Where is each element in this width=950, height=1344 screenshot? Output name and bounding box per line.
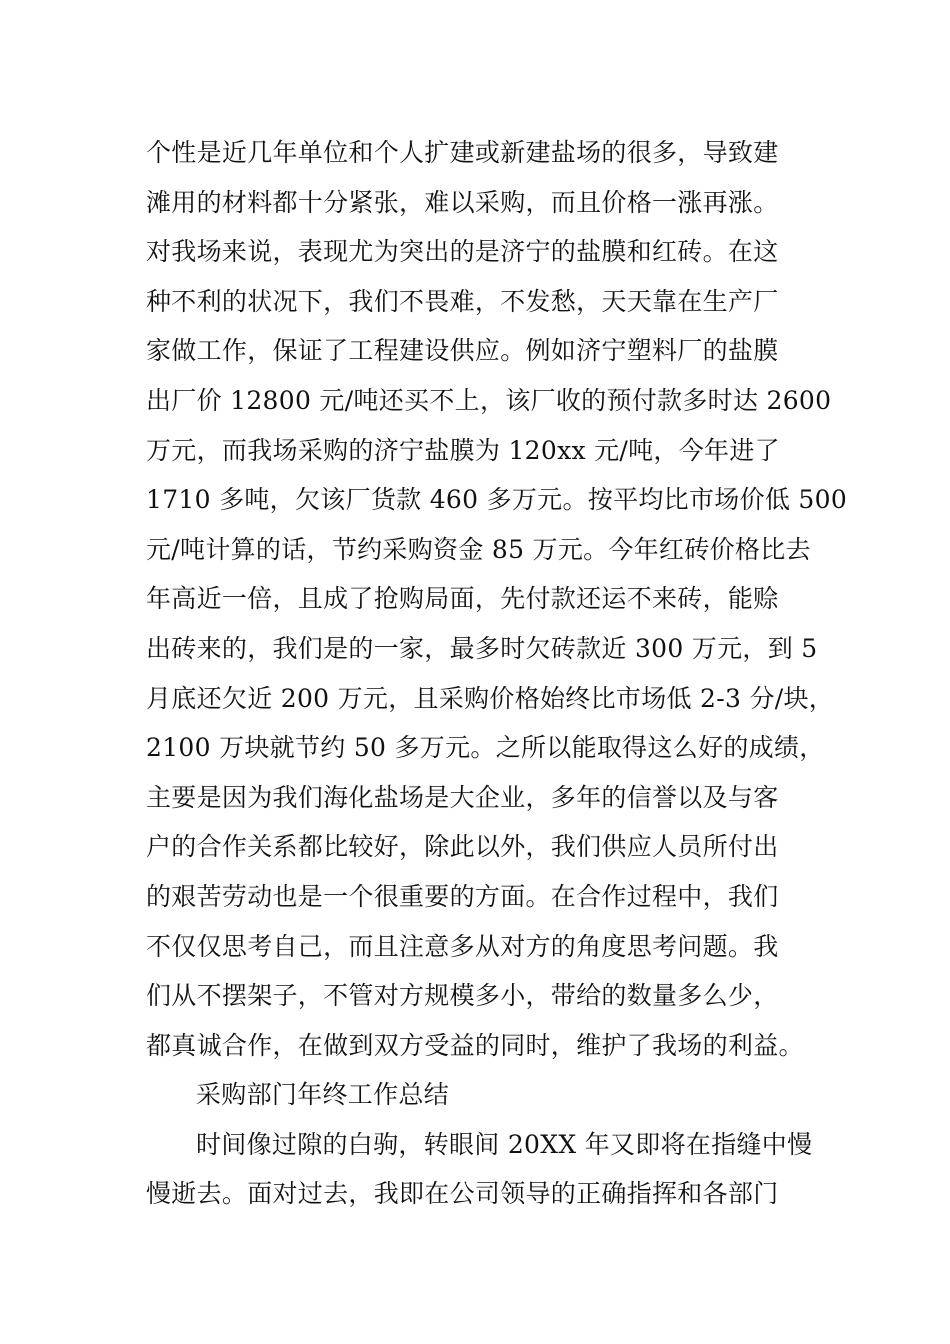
paragraph-line: 们从不摆架子，不管对方规模多小，带给的数量多么少， — [146, 981, 779, 1011]
paragraph-line: 月底还欠近 200 万元，且采购价格始终比市场低 2-3 分/块， — [146, 683, 835, 713]
paragraph-line: 户的合作关系都比较好，除此以外，我们供应人员所付出 — [146, 832, 779, 862]
paragraph-line: 的艰苦劳动也是一个很重要的方面。在合作过程中，我们 — [146, 881, 779, 911]
paragraph-line: 时间像过隙的白驹，转眼间 20XX 年又即将在指缝中慢 — [196, 1129, 813, 1159]
paragraph-line: 万元，而我场采购的济宁盐膜为 120xx 元/吨，今年进了 — [146, 435, 780, 465]
document-body — [146, 128, 848, 1219]
paragraph-line: 出厂价 12800 元/吨还买不上，该厂收的预付款多时达 2600 — [146, 385, 832, 415]
paragraph-line: 对我场来说，表现尤为突出的是济宁的盐膜和红砖。在这 — [146, 237, 779, 267]
paragraph-line: 元/吨计算的话，节约采购资金 85 万元。今年红砖价格比去 — [146, 534, 811, 564]
paragraph-line: 滩用的材料都十分紧张，难以采购，而且价格一涨再涨。 — [146, 187, 779, 217]
paragraph-line: 种不利的状况下，我们不畏难，不发愁，天天靠在生产厂 — [146, 286, 779, 316]
paragraph-line: 家做工作，保证了工程建设供应。例如济宁塑料厂的盐膜 — [146, 336, 779, 366]
paragraph-line: 主要是因为我们海化盐场是大企业，多年的信誉以及与客 — [146, 782, 779, 812]
paragraph-line: 个性是近几年单位和个人扩建或新建盐场的很多，导致建 — [146, 138, 779, 167]
paragraph-line: 1710 多吨，欠该厂货款 460 多万元。按平均比市场价低 500 — [146, 485, 848, 515]
paragraph-line: 慢逝去。面对过去，我即在公司领导的正确指挥和各部门 — [146, 1179, 779, 1209]
paragraph-line: 2100 万块就节约 50 多万元。之所以能取得这么好的成绩， — [146, 733, 825, 763]
paragraph-line: 不仅仅思考自己，而且注意多从对方的角度思考问题。我 — [146, 931, 779, 961]
paragraph-line: 出砖来的，我们是的一家，最多时欠砖款近 300 万元，到 5 — [146, 633, 818, 663]
paragraph-line: 年高近一倍，且成了抢购局面，先付款还运不来砖，能赊 — [146, 584, 779, 614]
section-title: 采购部门年终工作总结 — [196, 1080, 450, 1110]
paragraph-line: 都真诚合作，在做到双方受益的同时，维护了我场的利益。 — [146, 1030, 804, 1060]
